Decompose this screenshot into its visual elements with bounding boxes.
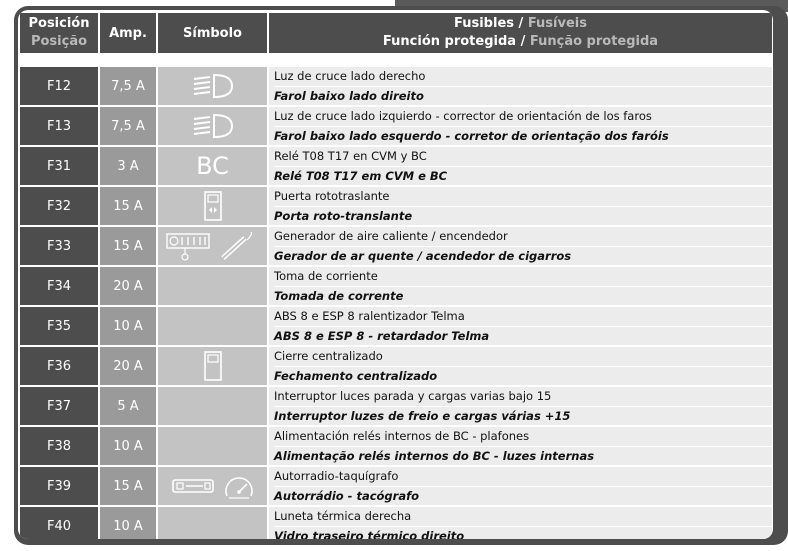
symbol-cell [158, 267, 269, 307]
description-cell [269, 187, 772, 227]
header-funcion: Función protegida [382, 34, 517, 49]
description-es: Luz de cruce lado derecho [274, 67, 772, 87]
amp-cell: 7,5 A [100, 67, 158, 107]
header-funcao: Função protegida [529, 34, 659, 49]
description-es: Generador de aire caliente / encendedor [274, 227, 772, 247]
amp-cell: 5 A [100, 387, 158, 427]
table-row [20, 187, 772, 227]
table-row [20, 107, 772, 147]
description-pt: Autorrádio - tacógrafo [274, 489, 419, 503]
header-fusibles: Fusibles [454, 16, 514, 31]
symbol-cell [158, 107, 269, 147]
description-cell [269, 427, 772, 467]
amp-cell: 20 A [100, 267, 158, 307]
symbol-cell [158, 227, 269, 267]
description-pt: Interruptor luzes de freio e cargas várias +15 [274, 409, 571, 423]
description-cell [269, 467, 772, 507]
table-row [20, 507, 772, 539]
description-es: Interruptor luces parada y cargas varias bajo 15 [274, 387, 772, 407]
amp-cell: 10 A [100, 427, 158, 467]
door-lock-icon [203, 350, 223, 382]
dipped-beam-icon [190, 111, 236, 141]
position-cell: F37 [20, 387, 100, 427]
table-row [20, 467, 772, 507]
description-cell [269, 507, 772, 539]
description-es: Relé T08 T17 en CVM y BC [274, 147, 772, 167]
description-pt: Alimentação relés internos do BC - luzes internas [274, 449, 595, 463]
amp-cell: 10 A [100, 507, 158, 539]
symbol-cell [158, 147, 269, 187]
description-es: Toma de corriente [274, 267, 772, 287]
header-posicion: Posición [28, 16, 90, 31]
symbol-cell [158, 347, 269, 387]
table-row [20, 67, 772, 107]
table-row [20, 267, 772, 307]
amp-cell: 10 A [100, 307, 158, 347]
description-pt: Gerador de ar quente / acendedor de cigarros [274, 249, 572, 263]
description-cell [269, 307, 772, 347]
position-cell: F35 [20, 307, 100, 347]
table-row [20, 147, 772, 187]
table-row [20, 307, 772, 347]
symbol-cell [158, 307, 269, 347]
dipped-beam-icon [190, 71, 236, 101]
position-cell: F32 [20, 187, 100, 227]
description-pt: Fechamento centralizado [274, 369, 438, 383]
description-pt: Vidro traseiro térmico direito [274, 529, 465, 539]
symbol-cell [158, 427, 269, 467]
table-row [20, 227, 772, 267]
position-cell: F34 [20, 267, 100, 307]
description-pt: ABS 8 e ESP 8 - retardador Telma [274, 329, 490, 343]
description-es: Cierre centralizado [274, 347, 772, 367]
description-pt: Porta roto-translante [274, 209, 413, 223]
header-fusiveis: Fusíveis [527, 16, 587, 31]
description-cell [269, 387, 772, 427]
symbol-cell [158, 187, 269, 227]
description-pt: Farol baixo lado esquerdo - corretor de orientação dos faróis [274, 129, 669, 143]
header-fuses [269, 13, 772, 53]
position-cell: F38 [20, 427, 100, 467]
description-es: Puerta rototraslante [274, 187, 772, 207]
description-es: ABS 8 e ESP 8 ralentizador Telma [274, 307, 772, 327]
amp-cell: 15 A [100, 227, 158, 267]
description-cell [269, 67, 772, 107]
position-cell: F33 [20, 227, 100, 267]
position-cell: F40 [20, 507, 100, 539]
description-cell [269, 107, 772, 147]
description-es: Luneta térmica derecha [274, 507, 772, 527]
position-cell: F39 [20, 467, 100, 507]
fuse-table-panel [18, 10, 773, 539]
amp-cell: 3 A [100, 147, 158, 187]
table-row [20, 387, 772, 427]
position-cell: F13 [20, 107, 100, 147]
header-position [20, 13, 100, 53]
symbol-cell [158, 67, 269, 107]
position-cell: F36 [20, 347, 100, 387]
fuse-table [20, 13, 772, 539]
description-cell [269, 347, 772, 387]
description-pt: Relé T08 T17 em CVM e BC [274, 169, 448, 183]
description-es: Alimentación relés internos de BC - plafones [274, 427, 772, 447]
heater-lighter-icon [165, 230, 261, 262]
header-row [20, 13, 772, 53]
amp-cell: 15 A [100, 467, 158, 507]
header-symbol: Símbolo [158, 13, 269, 53]
symbol-cell [158, 387, 269, 427]
sliding-door-icon [203, 190, 223, 222]
header-amp: Amp. [100, 13, 158, 53]
description-pt: Tomada de corrente [274, 289, 404, 303]
description-es: Autorradio-taquígrafo [274, 467, 772, 487]
radio-tachograph-icon [171, 470, 255, 502]
table-row [20, 427, 772, 467]
header-posicao: Posição [30, 34, 88, 49]
symbol-cell [158, 467, 269, 507]
table-row [20, 347, 772, 387]
header-sep-1: / [514, 16, 528, 31]
description-es: Luz de cruce lado izquierdo - corrector de orientación de los faros [274, 107, 772, 127]
description-cell [269, 227, 772, 267]
amp-cell: 20 A [100, 347, 158, 387]
description-cell [269, 267, 772, 307]
position-cell: F31 [20, 147, 100, 187]
description-cell [269, 147, 772, 187]
symbol-cell [158, 507, 269, 539]
position-cell: F12 [20, 67, 100, 107]
amp-cell: 15 A [100, 187, 158, 227]
description-pt: Farol baixo lado direito [274, 89, 424, 103]
amp-cell: 7,5 A [100, 107, 158, 147]
bc-symbol-text: BC [196, 152, 229, 180]
header-sep-2: / [516, 34, 530, 49]
